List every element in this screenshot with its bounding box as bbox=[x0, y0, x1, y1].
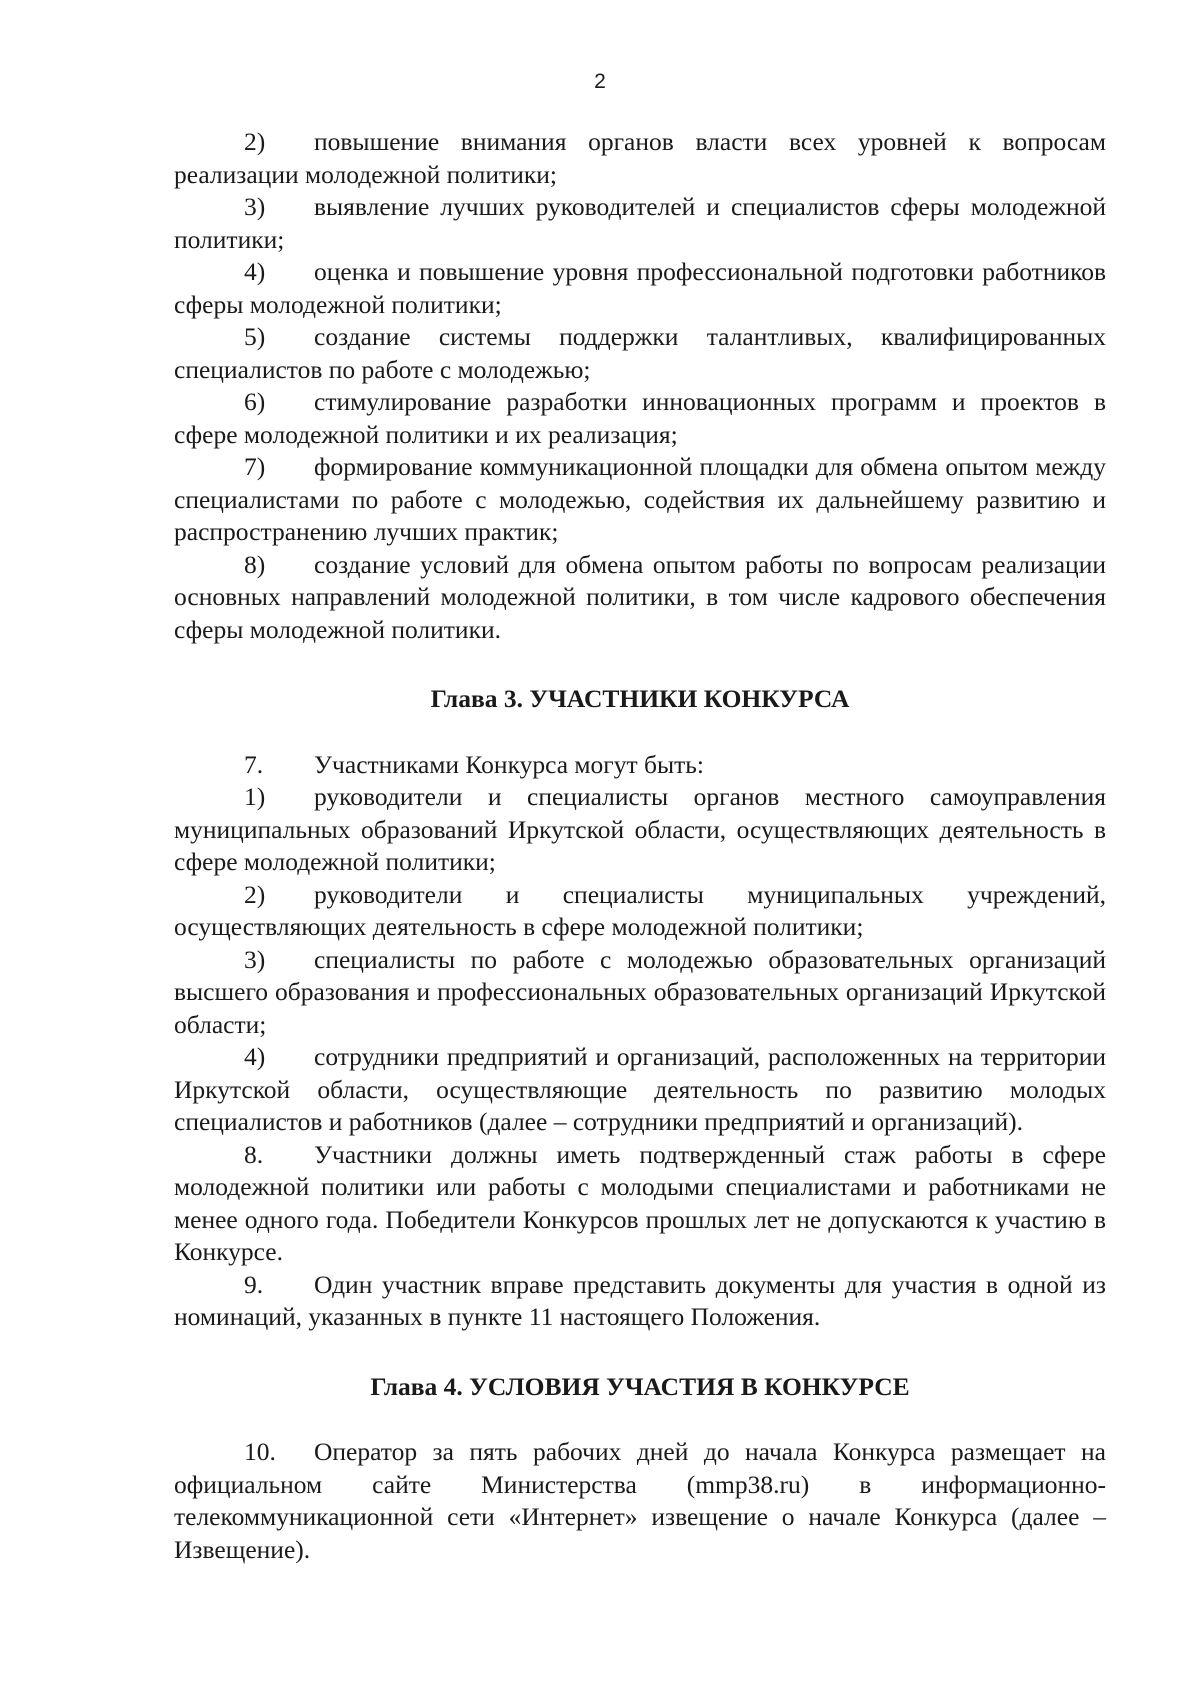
chapter-4-body bbox=[174, 1436, 1106, 1566]
item-number: 8. bbox=[244, 1139, 264, 1169]
item-number: 9. bbox=[244, 1269, 264, 1299]
chapter-3-body bbox=[174, 749, 1106, 1334]
item-text: Участниками Конкурса могут быть: bbox=[314, 749, 704, 779]
item-number: 2) bbox=[244, 879, 266, 909]
item-text: выявление лучших руководителей и специалистов сферы молодежной политики; bbox=[174, 192, 1106, 254]
item-text: оценка и повышение уровня профессиональной подготовки работников сферы молодежной политики; bbox=[174, 257, 1106, 319]
list-item bbox=[174, 1041, 1106, 1139]
item-text: стимулирование разработки инновационных программ и проектов в сфере молодежной политики и их реализация; bbox=[174, 387, 1106, 449]
list-item bbox=[174, 256, 1106, 321]
item-text: формирование коммуникационной площадки для обмена опытом между специалистами по работе с молодежью, содействия их дальнейшему развитию и распространению лучших практик; bbox=[174, 452, 1106, 546]
list-item bbox=[174, 944, 1106, 1042]
item-number: 6) bbox=[244, 387, 266, 416]
page-number: 2 bbox=[594, 70, 606, 93]
list-item bbox=[174, 749, 1106, 782]
list-item bbox=[174, 1436, 1106, 1566]
item-number: 5) bbox=[244, 322, 266, 351]
item-number: 10. bbox=[244, 1437, 276, 1466]
item-text: сотрудники предприятий и организаций, расположенных на территории Иркутской области, осуществляющие деятельность по развитию молодых специалистов и работников (далее – сотрудники предприятий и организаций). bbox=[174, 1042, 1106, 1136]
chapter-4-heading: Глава 4. УСЛОВИЯ УЧАСТИЯ В КОНКУРСЕ bbox=[370, 1371, 910, 1401]
list-item bbox=[174, 191, 1106, 256]
item-text: руководители и специалисты муниципальных учреждений, осуществляющих деятельность в сфере молодежной политики; bbox=[174, 879, 1106, 941]
chapter-3-heading: Глава 3. УЧАСТНИКИ КОНКУРСА bbox=[430, 684, 850, 713]
item-number: 3) bbox=[244, 192, 266, 221]
item-text: специалисты по работе с молодежью образовательных организаций высшего образования и профессиональных образовательных организаций Иркутской области; bbox=[174, 944, 1106, 1039]
item-number: 4) bbox=[244, 1042, 266, 1071]
list-item bbox=[174, 549, 1106, 647]
list-item bbox=[174, 879, 1106, 944]
item-number: 7) bbox=[244, 452, 266, 481]
list-item bbox=[174, 321, 1106, 386]
list-item bbox=[174, 451, 1106, 549]
item-number: 7. bbox=[244, 749, 264, 779]
item-text: Один участник вправе представить документы для участия в одной из номинаций, указанных в пункте 11 настоящего Положения. bbox=[174, 1269, 1106, 1331]
item-number: 1) bbox=[244, 782, 266, 811]
document-body bbox=[174, 126, 1106, 1566]
item-text: создание условий для обмена опытом работы по вопросам реализации основных направлений молодежной политики, в том числе кадрового обеспечения сферы молодежной политики. bbox=[174, 549, 1106, 644]
item-text: создание системы поддержки талантливых, квалифицированных специалистов по работе с молодежью; bbox=[174, 322, 1106, 384]
goals-list bbox=[174, 126, 1106, 646]
item-number: 4) bbox=[244, 257, 266, 286]
item-text: руководители и специалисты органов местного самоуправления муниципальных образований Иркутской области, осуществляющих деятельность в сфере молодежной политики; bbox=[174, 782, 1106, 876]
list-item bbox=[174, 1269, 1106, 1334]
item-number: 8) bbox=[244, 549, 266, 579]
item-text: Оператор за пять рабочих дней до начала Конкурса размещает на официальном сайте Министерства (mmp38.ru) в информационно-телекоммуникационной сети «Интернет» извещение о начале Конкурса (далее – Извещение). bbox=[174, 1437, 1106, 1564]
item-number: 2) bbox=[244, 127, 266, 156]
item-text: Участники должны иметь подтвержденный стаж работы в сфере молодежной политики или работы с молодыми специалистами и работниками не менее одного года. Победители Конкурсов прошлых лет не допускаются к участию в Конкурсе. bbox=[174, 1139, 1106, 1266]
list-item bbox=[174, 1139, 1106, 1269]
list-item bbox=[174, 126, 1106, 191]
list-item bbox=[174, 781, 1106, 879]
item-text: повышение внимания органов власти всех уровней к вопросам реализации молодежной политики; bbox=[174, 127, 1106, 189]
list-item bbox=[174, 386, 1106, 451]
item-number: 3) bbox=[244, 944, 266, 974]
